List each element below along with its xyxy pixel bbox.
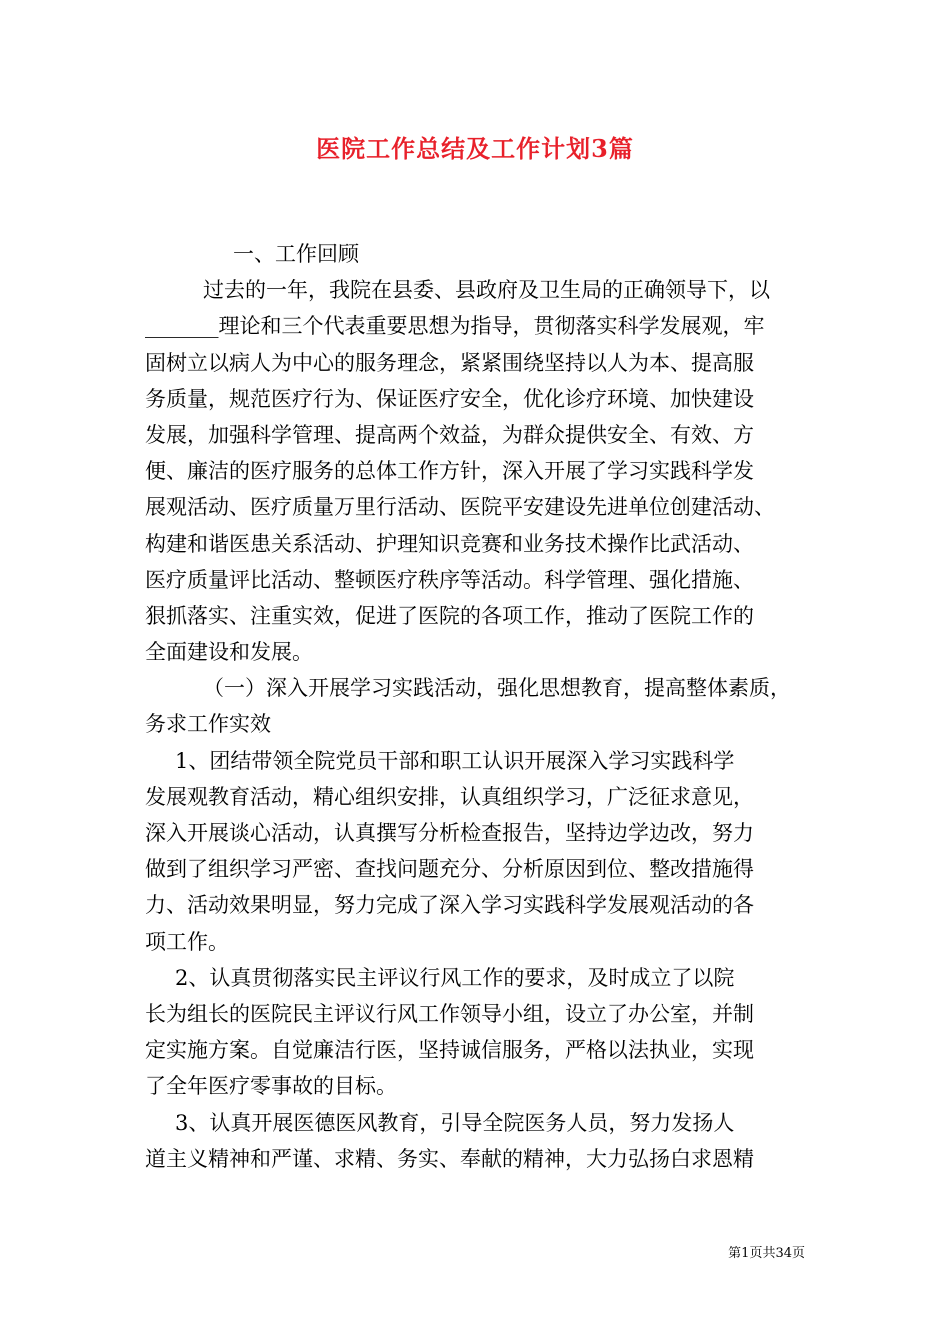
text-line: _______理论和三个代表重要思想为指导，贯彻落实科学发展观，牢 — [145, 314, 765, 339]
text-line: 深入开展谈心活动，认真撰写分析检查报告，坚持边学边改，努力 — [145, 821, 754, 845]
text-line: 了全年医疗零事故的目标。 — [145, 1074, 397, 1099]
text-line: 过去的一年，我院在县委、县政府及卫生局的正确领导下，以 — [203, 278, 770, 303]
text-line: 3、认真开展医德医风教育，引导全院医务人员，努力发扬人 — [175, 1110, 735, 1135]
text-line: 构建和谐医患关系活动、护理知识竞赛和业务技术操作比武活动、 — [145, 531, 754, 556]
text-line: 展观活动、医疗质量万里行活动、医院平安建设先进单位创建活动、 — [145, 495, 775, 520]
text-line: 发展，加强科学管理、提高两个效益，为群众提供安全、有效、方 — [145, 422, 754, 447]
text-line: 固树立以病人为中心的服务理念，紧紧围绕坚持以人为本、提高服 — [145, 350, 754, 375]
page-number: 第1页共34页 — [728, 1246, 805, 1261]
text-line: 发展观教育活动，精心组织安排，认真组织学习，广泛征求意见， — [145, 784, 754, 809]
text-line: 力、活动效果明显，努力完成了深入学习实践科学发展观活动的各 — [145, 893, 754, 918]
text-line: 2、认真贯彻落实民主评议行风工作的要求，及时成立了以院 — [175, 965, 735, 990]
text-line: 长为组长的医院民主评议行风工作领导小组，设立了办公室，并制 — [145, 1001, 754, 1026]
text-line: （一）深入开展学习实践活动，强化思想教育，提高整体素质， — [203, 676, 791, 701]
text-line: 便、廉洁的医疗服务的总体工作方针，深入开展了学习实践科学发 — [145, 459, 754, 484]
text-line: 一、工作回顾 — [233, 242, 359, 266]
text-line: 道主义精神和严谨、求精、务实、奉献的精神，大力弘扬白求恩精 — [145, 1146, 754, 1171]
text-line: 1、团结带领全院党员干部和职工认识开展深入学习实践科学 — [175, 748, 735, 773]
text-line: 全面建设和发展。 — [145, 640, 313, 665]
document-title: 医院工作总结及工作计划3篇 — [316, 134, 634, 163]
text-line: 项工作。 — [145, 929, 229, 954]
text-line: 务求工作实效 — [145, 712, 271, 737]
text-line: 医疗质量评比活动、整顿医疗秩序等活动。科学管理、强化措施、 — [145, 567, 754, 592]
text-line: 定实施方案。自觉廉洁行医，坚持诚信服务，严格以法执业，实现 — [145, 1038, 754, 1063]
text-line: 狠抓落实、注重实效，促进了医院的各项工作，推动了医院工作的 — [145, 603, 754, 628]
document-body — [145, 236, 835, 1177]
text-line: 做到了组织学习严密、查找问题充分、分析原因到位、整改措施得 — [145, 857, 754, 882]
text-line: 务质量，规范医疗行为、保证医疗安全，优化诊疗环境、加快建设 — [145, 386, 754, 411]
